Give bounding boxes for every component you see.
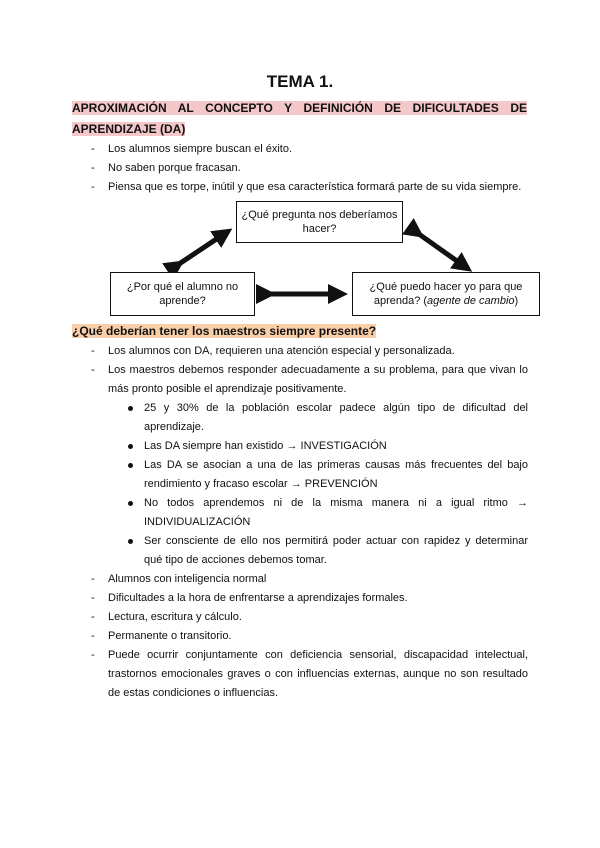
bullet-item: Ser consciente de ello nos permitirá poder actuar con rapidez y determinar qué tipo de acciones debemos tomar. xyxy=(72,532,528,570)
bullet-item: Las DA siempre han existido → INVESTIGACIÓN xyxy=(72,437,528,456)
double-arrow-icon xyxy=(176,234,224,266)
diagram-top-box xyxy=(236,201,403,243)
page-title: TEMA 1. xyxy=(266,72,334,91)
diagram-right-box xyxy=(352,272,540,316)
section2-heading: ¿Qué deberían tener los maestros siempre presente? xyxy=(72,324,377,338)
list-item: - Los alumnos siempre buscan el éxito. xyxy=(91,143,293,155)
section1-heading-line2: APRENDIZAJE (DA) xyxy=(72,122,186,136)
list-item: - Los alumnos con DA, requieren una atención especial y personalizada. xyxy=(91,345,455,357)
list-item: - Permanente o transitorio. xyxy=(91,630,232,642)
list-item: - Los maestros debemos responder adecuadamente a su problema, para que vivan lo más pronto posible el aprendizaje positivamente. xyxy=(91,364,528,395)
diagram-top-box-text: ¿Qué pregunta nos deberíamos hacer? xyxy=(241,209,398,235)
diagram-left-box xyxy=(110,272,255,316)
list-item: - Puede ocurrir conjuntamente con deficiencia sensorial, discapacidad intelectual, trastornos emocionales graves o con influencias externas, aunque no son resultado de estas condiciones o influencias. xyxy=(91,649,528,699)
diagram-right-box-text: ¿Qué puedo hacer yo para que aprenda? (agente de cambio) xyxy=(369,281,523,307)
diagram-left-box-text: ¿Por qué el alumno no aprende? xyxy=(126,281,239,307)
bullet-item: No todos aprendemos ni de la misma manera ni a igual ritmo → INDIVIDUALIZACIÓN xyxy=(72,494,528,532)
bullet-item: Las DA se asocian a una de las primeras causas más frecuentes del bajo rendimiento y fracaso escolar → PREVENCIÓN xyxy=(72,456,528,494)
section1-heading-line1: APROXIMACIÓN AL CONCEPTO Y DEFINICIÓN DE DIFICULTADES DE xyxy=(72,101,527,115)
list-item: - Alumnos con inteligencia normal xyxy=(91,573,267,585)
list-item: - Lectura, escritura y cálculo. xyxy=(91,611,242,623)
list-item: - Piensa que es torpe, inútil y que esa característica formará parte de su vida siempre. xyxy=(91,181,522,193)
section2-list xyxy=(72,342,528,703)
list-item: - Dificultades a la hora de enfrentarse a aprendizajes formales. xyxy=(91,592,408,604)
list-item: - No saben porque fracasan. xyxy=(91,162,241,174)
double-arrow-icon xyxy=(416,232,464,266)
bullet-item: 25 y 30% de la población escolar padece algún tipo de dificultad del aprendizaje. xyxy=(72,399,528,437)
bullet-list xyxy=(72,399,528,570)
